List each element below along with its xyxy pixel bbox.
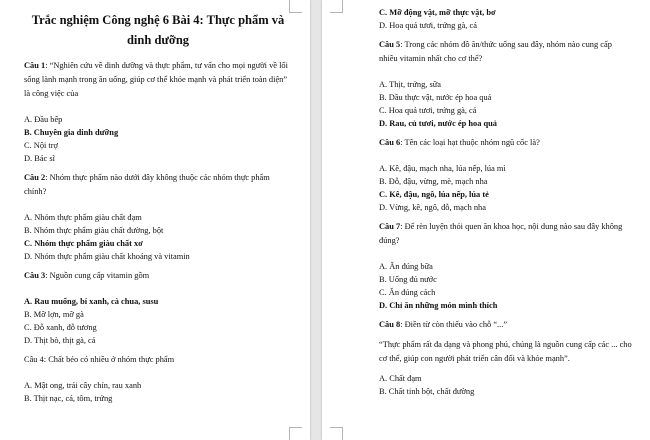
option: C. Hoa quả tươi, trứng gà, cá xyxy=(379,106,477,115)
question-text: : Điền từ còn thiếu vào chỗ “...” xyxy=(400,320,508,329)
document-title: Trắc nghiệm Công nghệ 6 Bài 4: Thực phẩm và dinh dưỡng xyxy=(31,13,285,47)
option: A. Đầu bếp xyxy=(24,115,63,124)
option: B. Mỡ lợn, mỡ gà xyxy=(24,310,84,319)
option-correct: B. Chuyên gia dinh dưỡng xyxy=(24,128,119,137)
question-5 xyxy=(379,38,632,66)
question-text: : “Nghiên cứu về dinh dưỡng và thực phẩm, tư vấn cho mọi người về lối sống lành mạnh trong ăn uống, giúp cơ thể khỏe mạnh và phát triển toàn diện” là công việc của xyxy=(24,61,288,98)
option: B. Đỗ, đậu, vừng, mè, mạch nha xyxy=(379,177,488,186)
option: B. Uống đủ nước xyxy=(379,275,437,284)
question-7 xyxy=(379,220,632,248)
option-correct: C. Nhóm thực phẩm giàu chất xơ xyxy=(24,239,143,248)
question-label: Câu 7 xyxy=(379,222,401,231)
option: D. Vừng, kê, ngô, đỗ, mạch nha xyxy=(379,203,486,212)
question-text: : Trong các nhóm đồ ăn/thức uống sau đây, nhóm nào cung cấp nhiều vitamin nhất cho cơ thể? xyxy=(379,40,612,63)
question-3 xyxy=(24,269,292,283)
question-text: : Nhóm thực phẩm nào dưới đây không thuộc các nhóm thực phẩm chính? xyxy=(24,173,270,196)
option: D. Thịt bò, thịt gà, cá xyxy=(24,336,96,345)
question-2 xyxy=(24,171,292,199)
option: C. Nội trợ xyxy=(24,141,58,150)
option: A. Thịt, trứng, sữa xyxy=(379,80,441,89)
question-text: : Chất béo có nhiều ở nhóm thực phẩm xyxy=(43,355,175,364)
crop-mark xyxy=(289,427,302,440)
option: C. Đỗ xanh, đỗ tương xyxy=(24,323,97,332)
option: A. Nhóm thực phẩm giàu chất đạm xyxy=(24,213,142,222)
option: D. Hoa quả tươi, trứng gà, cá xyxy=(379,21,477,30)
option: A. Chất đạm xyxy=(379,374,422,383)
document-page-left xyxy=(0,0,310,440)
option: B. Chất tinh bột, chất đường xyxy=(379,387,475,396)
crop-mark xyxy=(289,0,302,13)
option-correct: A. Rau muống, bí xanh, cà chua, susu xyxy=(24,297,159,306)
crop-mark xyxy=(330,427,343,440)
option: A. Ăn đúng bữa xyxy=(379,262,433,271)
option: D. Bác sĩ xyxy=(24,154,55,163)
question-label: Câu 6 xyxy=(379,138,401,147)
crop-mark xyxy=(330,0,343,13)
option: A. Mật ong, trái cây chín, rau xanh xyxy=(24,381,142,390)
option-correct: C. Mỡ động vật, mỡ thực vật, bơ xyxy=(379,8,496,17)
option-correct: C. Kê, đậu, ngô, lúa nếp, lúa tẻ xyxy=(379,190,489,199)
question-label: Câu 2 xyxy=(24,173,46,182)
question-text: : Để rèn luyện thói quen ăn khoa học, nội dung nào sau đây không đúng? xyxy=(379,222,623,245)
option: B. Dầu thực vật, nước ép hoa quả xyxy=(379,93,492,102)
option: D. Nhóm thực phẩm giàu chất khoáng và vitamin xyxy=(24,252,190,261)
option-correct: D. Rau, củ tươi, nước ép hoa quả xyxy=(379,119,497,128)
option-correct: D. Chỉ ăn những món mình thích xyxy=(379,301,498,310)
question-label: Câu 1 xyxy=(24,61,46,70)
question-4 xyxy=(24,353,292,367)
option: B. Nhóm thực phẩm giàu chất đường, bột xyxy=(24,226,164,235)
question-passage: “Thực phẩm rất đa dạng và phong phú, chúng là nguồn cung cấp các ... cho cơ thể, giúp con người phát triển cân đối và khỏe mạnh”. xyxy=(379,340,632,363)
document-page-right xyxy=(322,0,650,440)
question-8 xyxy=(379,318,632,332)
question-label: Câu 5 xyxy=(379,40,401,49)
question-text: : Tên các loại hạt thuộc nhóm ngũ cốc là? xyxy=(400,138,540,147)
question-6 xyxy=(379,136,632,150)
question-label: Câu 3 xyxy=(24,271,46,280)
question-label: Câu 4 xyxy=(24,355,44,364)
option: C. Ăn đúng cách xyxy=(379,288,436,297)
option: A. Kê, đậu, mạch nha, lúa nếp, lúa mì xyxy=(379,164,506,173)
option: B. Thịt nạc, cá, tôm, trứng xyxy=(24,394,113,403)
question-text: : Nguồn cung cấp vitamin gồm xyxy=(45,271,150,280)
question-label: Câu 8 xyxy=(379,320,401,329)
question-1 xyxy=(24,59,292,101)
